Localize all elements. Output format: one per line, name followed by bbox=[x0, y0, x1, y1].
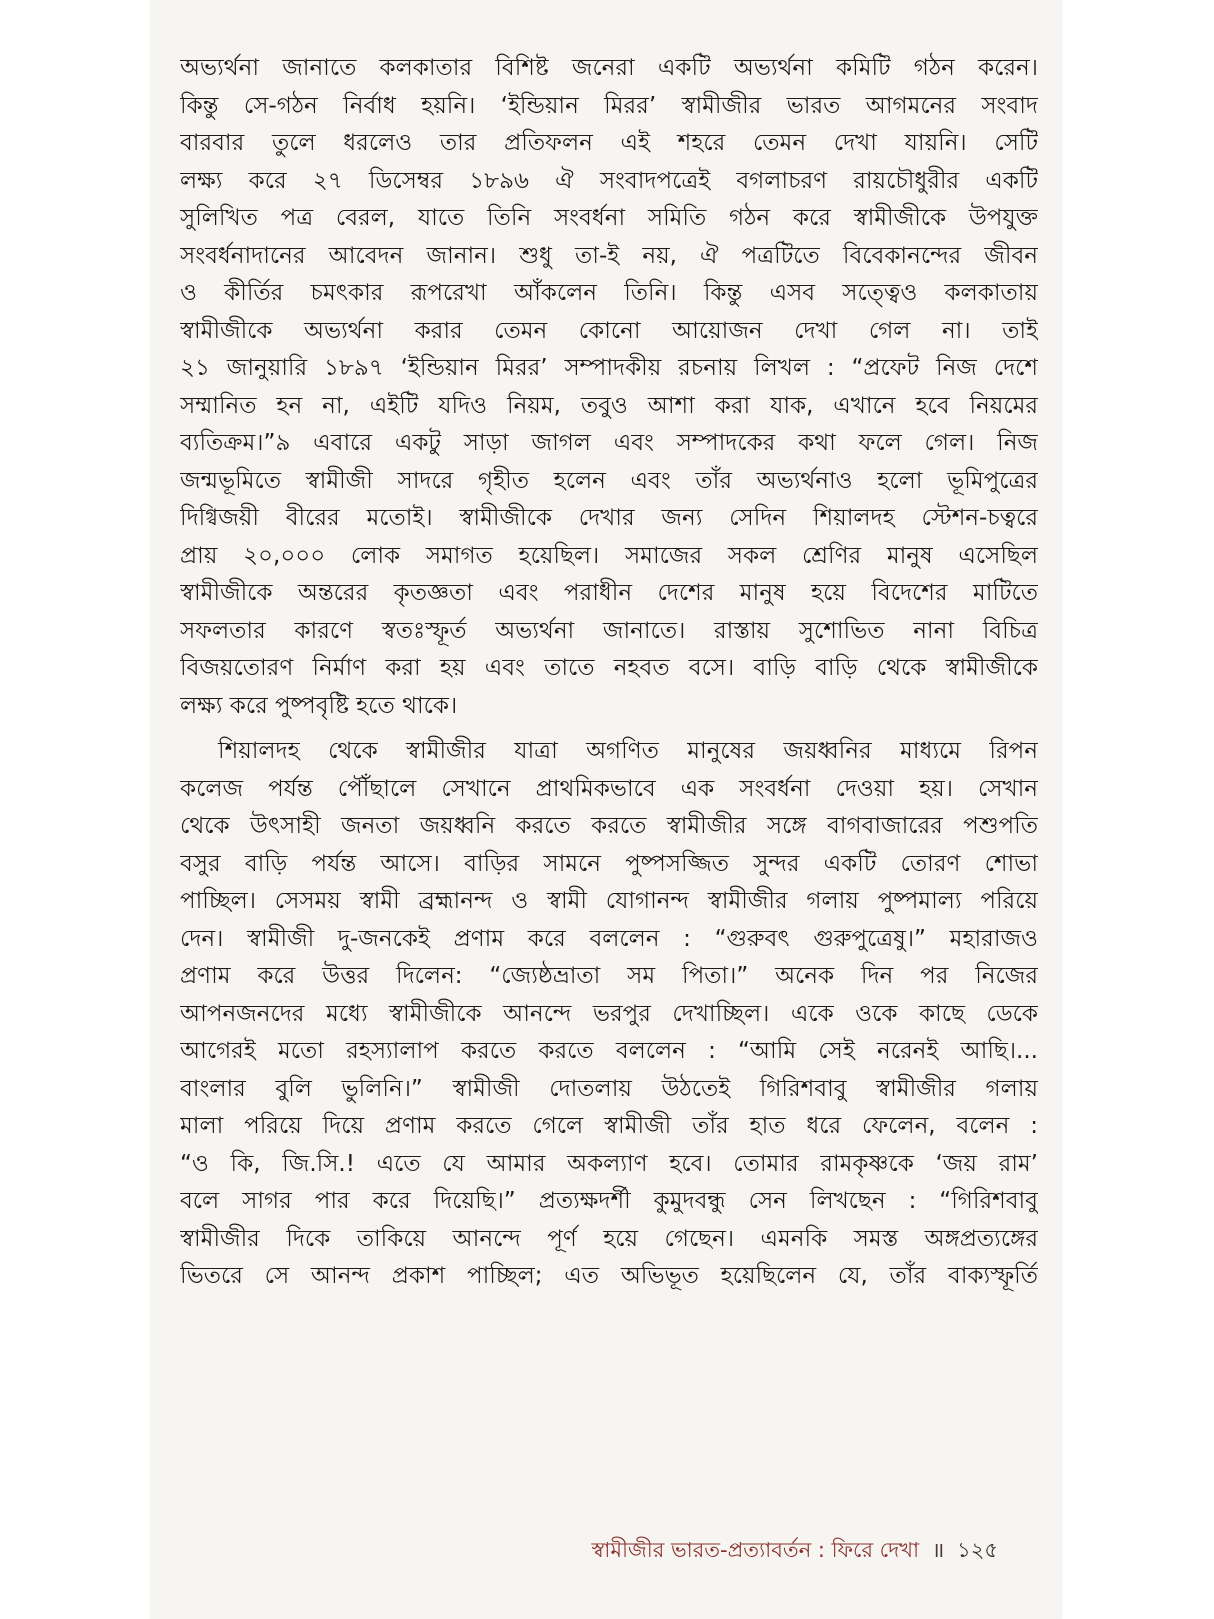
text-line: স্বামীজীর দিকে তাকিয়ে আনন্দে পূর্ণ হয়ে গেছেন। এমনকি সমস্ত অঙ্গপ্রত্যঙ্গের bbox=[180, 1225, 1038, 1252]
text-line: ও কীর্তির চমৎকার রূপরেখা আঁকলেন তিনি। কিন্তু এসব সত্ত্বেও কলকাতায় bbox=[180, 280, 1038, 306]
text-line: বারবার তুলে ধরলেও তার প্রতিফলন এই শহরে তেমন দেখা যায়নি। সেটি bbox=[180, 130, 1038, 156]
body-text bbox=[180, 50, 1038, 1296]
text-line: পাচ্ছিল। সেসময় স্বামী ব্রহ্মানন্দ ও স্বামী যোগানন্দ স্বামীজীর গলায় পুষ্পমাল্য পরিয়ে bbox=[180, 888, 1038, 914]
page-footer bbox=[591, 1534, 998, 1569]
text-line: আগেরই মতো রহস্যালাপ করতে করতে বললেন : “আমি সেই নরেনই আছি।... bbox=[180, 1038, 1038, 1064]
text-line: বলে সাগর পার করে দিয়েছি।” প্রত্যক্ষদর্শী কুমুদবন্ধু সেন লিখছেন : “গিরিশবাবু bbox=[180, 1188, 1038, 1214]
text-line: লক্ষ্য করে ২৭ ডিসেম্বর ১৮৯৬ ঐ সংবাদপত্রেই বগলাচরণ রায়চৌধুরীর একটি bbox=[180, 167, 1038, 194]
text-line: স্বামীজীকে অভ্যর্থনা করার তেমন কোনো আয়োজন দেখা গেল না। তাই bbox=[180, 317, 1038, 344]
text-line: থেকে উৎসাহী জনতা জয়ধ্বনি করতে করতে স্বামীজীর সঙ্গে বাগবাজারের পশুপতি bbox=[180, 813, 1038, 839]
running-title: স্বামীজীর ভারত-প্রত্যাবর্তন : ফিরে দেখা bbox=[591, 1538, 920, 1562]
text-line: জন্মভূমিতে স্বামীজী সাদরে গৃহীত হলেন এবং তাঁর অভ্যর্থনাও হলো ভূমিপুত্রের bbox=[180, 467, 1038, 494]
text-line: সংবর্ধনাদানের আবেদন জানান। শুধু তা-ই নয়, ঐ পত্রটিতে বিবেকানন্দের জীবন bbox=[180, 242, 1038, 269]
text-line: স্বামীজীকে অন্তরের কৃতজ্ঞতা এবং পরাধীন দেশের মানুষ হয়ে বিদেশের মাটিতে bbox=[180, 580, 1038, 606]
text-line: মালা পরিয়ে দিয়ে প্রণাম করতে গেলে স্বামীজী তাঁর হাত ধরে ফেলেন, বলেন : bbox=[180, 1113, 1038, 1139]
text-line: বিজয়তোরণ নির্মাণ করা হয় এবং তাতে নহবত বসে। বাড়ি বাড়ি থেকে স্বামীজীকে bbox=[180, 655, 1038, 681]
text-line: বাংলার বুলি ভুলিনি।” স্বামীজী দোতলায় উঠতেই গিরিশবাবু স্বামীজীর গলায় bbox=[180, 1075, 1038, 1102]
text-line: সফলতার কারণে স্বতঃস্ফূর্ত অভ্যর্থনা জানাতে। রাস্তায় সুশোভিত নানা বিচিত্র bbox=[180, 617, 1038, 644]
text-line: প্রায় ২০,০০০ লোক সমাগত হয়েছিল। সমাজের সকল শ্রেণির মানুষ এসেছিল bbox=[180, 542, 1038, 569]
text-line: সম্মানিত হন না, এইটি যদিও নিয়ম, তবুও আশা করা যাক, এখানে হবে নিয়মের bbox=[180, 392, 1038, 419]
text-line: ২১ জানুয়ারি ১৮৯৭ ‘ইন্ডিয়ান মিরর’ সম্পাদকীয় রচনায় লিখল : “প্রফেট নিজ দেশে bbox=[180, 355, 1038, 381]
text-line: লক্ষ্য করে পুষ্পবৃষ্টি হতে থাকে। bbox=[180, 692, 458, 719]
text-line: আপনজনদের মধ্যে স্বামীজীকে আনন্দে ভরপুর দেখাচ্ছিল। একে ওকে কাছে ডেকে bbox=[180, 1000, 1038, 1027]
text-line: অভ্যর্থনা জানাতে কলকাতার বিশিষ্ট জনেরা একটি অভ্যর্থনা কমিটি গঠন করেন। bbox=[180, 55, 1038, 81]
text-line: ব্যতিক্রম।”৯ এবারে একটু সাড়া জাগল এবং সম্পাদকের কথা ফলে গেল। নিজ bbox=[180, 430, 1038, 456]
text-line: কলেজ পর্যন্ত পৌঁছালে সেখানে প্রাথমিকভাবে এক সংবর্ধনা দেওয়া হয়। সেখান bbox=[180, 775, 1038, 802]
text-line: কিন্তু সে-গঠন নির্বাধ হয়নি। ‘ইন্ডিয়ান মিরর’ স্বামীজীর ভারত আগমনের সংবাদ bbox=[180, 92, 1038, 119]
footer-separator: ॥ bbox=[931, 1538, 945, 1562]
book-page bbox=[150, 0, 1062, 1619]
text-line: দেন। স্বামীজী দু-জনকেই প্রণাম করে বললেন : “গুরুবৎ গুরুপুত্রেষু।” মহারাজও bbox=[180, 925, 1038, 952]
text-line: দিগ্বিজয়ী বীরের মতোই। স্বামীজীকে দেখার জন্য সেদিন শিয়ালদহ স্টেশন-চত্বরে bbox=[180, 505, 1038, 531]
text-line: “ও কি, জি.সি.! এতে যে আমার অকল্যাণ হবে। তোমার রামকৃষ্ণকে ‘জয় রাম’ bbox=[180, 1150, 1038, 1177]
text-line: প্রণাম করে উত্তর দিলেন: “জ্যেষ্ঠভ্রাতা সম পিতা।” অনেক দিন পর নিজের bbox=[180, 963, 1038, 989]
page-number: ১২৫ bbox=[957, 1538, 998, 1562]
text-line: বসুর বাড়ি পর্যন্ত আসে। বাড়ির সামনে পুষ্পসজ্জিত সুন্দর একটি তোরণ শোভা bbox=[180, 850, 1038, 877]
text-line: ভিতরে সে আনন্দ প্রকাশ পাচ্ছিল; এত অভিভূত হয়েছিলেন যে, তাঁর বাক্যস্ফূর্তি bbox=[180, 1263, 1038, 1289]
text-line: শিয়ালদহ থেকে স্বামীজীর যাত্রা অগণিত মানুষের জয়ধ্বনির মাধ্যমে রিপন bbox=[218, 738, 1038, 764]
text-line: সুলিখিত পত্র বেরল, যাতে তিনি সংবর্ধনা সমিতি গঠন করে স্বামীজীকে উপযুক্ত bbox=[180, 205, 1038, 231]
